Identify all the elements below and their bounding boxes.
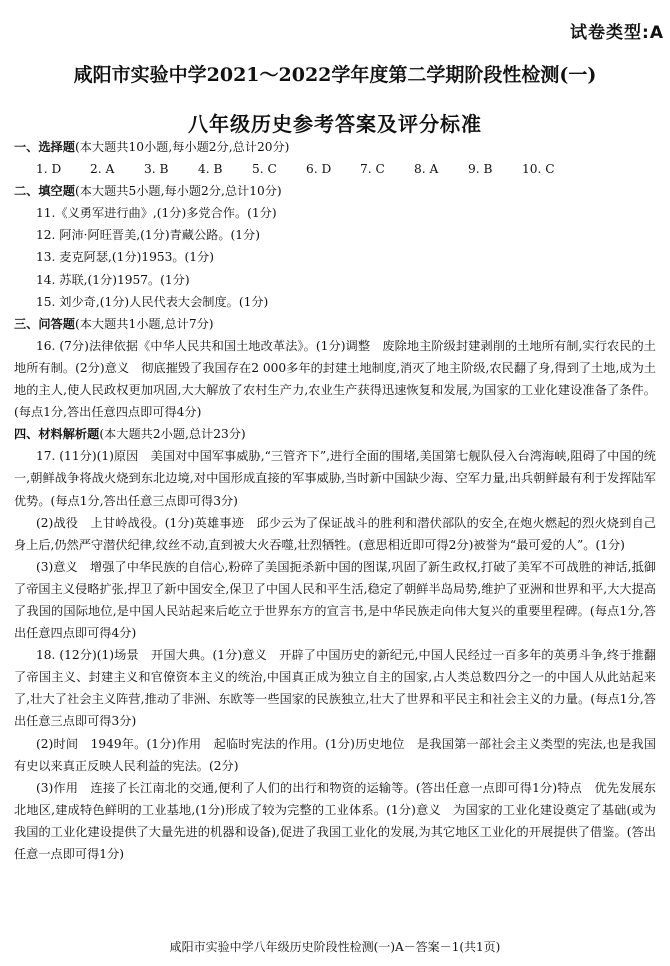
paper-type-label: 试卷类型:A [570,23,664,43]
material-answer-18-3: (3)作用 连接了长江南北的交通,便利了人们的出行和物资的运输等。(答出任意一点即可得1分)特点 优先发展东北地区,建成特色鲜明的工业基地,(1分)形成了较为完整的工业体系。(1分)意义 为国家的工业化建设奠定了基础(或为我国的工业化建设提供了大量先进的机器和设备),促进了我国工业化的发展,为其它地区工业化的开展提供了借鉴。(答出任意一点即可得1分) [14,780,656,861]
material-answer-17-1: 17. (11分)(1)原因 美国对中国军事威胁,“三管齐下”,进行全面的围堵,美国第七舰队侵入台湾海峡,阻碍了中国的统一,朝鲜战争将战火烧到东北边境,对中国形成直接的军事威胁,当时新中国缺少海、空军力量,出兵朝鲜最有利于发挥陆军优势。(每点1分,答出任意三点即可得3分) [14,449,656,508]
choice-answer: 4. B [198,162,223,177]
section-note: (本大题共5小题,每小题2分,总计10分) [74,184,282,199]
answer-key-subtitle: 八年级历史参考答案及评分标准 [188,112,482,136]
section-heading-material [14,423,656,445]
choice-answer: 8. A [414,162,439,177]
fill-answer-11: 11.《义勇军进行曲》,(1分)多党合作。(1分) [36,206,277,221]
section-note: (本大题共1小题,总计7分) [74,316,214,331]
section-title: 四、材料解析题 [14,427,100,442]
section-heading-qa [14,313,656,335]
material-answer-17-3: (3)意义 增强了中华民族的自信心,粉碎了美国扼杀新中国的图谋,巩固了新生政权,打破了美军不可战胜的神话,抵御了帝国主义侵略扩张,捍卫了新中国安全,保卫了中国人民和平生活,稳定了朝鲜半岛局势,维护了亚洲和世界和平,大大提高了我国的国际地位,是中国人民站起来后屹立于世界东方的宣言书,是中华民族走向伟大复兴的重要里程碑。(每点1分,答出任意四点即可得4分) [14,559,656,641]
choice-answer: 2. A [90,162,115,177]
choice-answer: 9. B [468,162,493,177]
choice-answer: 7. C [360,162,385,177]
section-title: 二、填空题 [14,184,75,199]
section-heading-fill [14,180,656,202]
exam-title: 咸阳市实验中学2021～2022学年度第二学期阶段性检测(一) [73,64,597,86]
fill-answer-15: 15. 刘少奇,(1分)人民代表大会制度。(1分) [36,294,269,309]
section-title: 一、选择题 [14,140,75,154]
page-footer: 咸阳市实验中学八年级历史阶段性检测(一)A－答案－1(共1页) [169,940,501,954]
material-answer-18-1: 18. (12分)(1)场景 开国大典。(1分)意义 开辟了中国历史的新纪元,中国人民经过一百多年的英勇斗争,终于推翻了帝国主义、封建主义和官僚资本主义的统治,中国真正成为独立自主的国家,占人类总数四分之一的中国人从此站起来了,壮大了社会主义阵营,推动了非洲、东欧等一些国家的民族独立,壮大了世界和平民主和社会主义的力量。(每点1分,答出任意三点即可得3分) [14,648,656,729]
choice-answer: 3. B [144,162,169,177]
section-heading-choice [14,136,656,158]
material-answer-18-2: (2)时间 1949年。(1分)作用 起临时宪法的作用。(1分)历史地位 是我国第一部社会主义类型的宪法,也是我国有史以来真正反映人民利益的宪法。(2分) [14,736,656,773]
choice-answer: 5. C [252,162,277,177]
choice-answer: 10. C [522,162,555,177]
choice-answer: 1. D [36,162,62,177]
choice-answer: 6. D [306,162,332,177]
section-note: (本大题共10小题,每小题2分,总计20分) [74,140,290,154]
qa-answer-16: 16. (7分)法律依据《中华人民共和国土地改革法》。(1分)调整 废除地主阶级封建剥削的土地所有制,实行农民的土地所有制。(2分)意义 彻底摧毁了我国存在2 000多年的封建土地制度,消灭了地主阶级,农民翻了身,得到了土地,成为土地的主人,使人民政权更加巩固,大大解放了农村生产力,农业生产获得迅速恢复和发展,为国家的工业化建设准备了条件。(每点1分,答出任意四点即可得4分) [14,338,656,420]
material-answer-17-2: (2)战役 上甘岭战役。(1分)英雄事迹 邱少云为了保证战斗的胜利和潜伏部队的安全,在炮火燃起的烈火烧到自己身上后,仍然严守潜伏纪律,纹丝不动,直到被大火吞噬,壮烈牺牲。(意思相近即可得2分)被誉为“最可爱的人”。(1分) [14,515,656,552]
fill-answer-12: 12. 阿沛·阿旺晋美,(1分)青藏公路。(1分) [36,228,260,243]
section-note: (本大题共2小题,总计23分) [99,427,246,442]
fill-answer-14: 14. 苏联,(1分)1957。(1分) [36,272,190,287]
fill-answer-13: 13. 麦克阿瑟,(1分)1953。(1分) [36,250,214,265]
answer-content [14,136,656,865]
section-title: 三、问答题 [14,316,75,331]
choice-answers [14,158,656,180]
